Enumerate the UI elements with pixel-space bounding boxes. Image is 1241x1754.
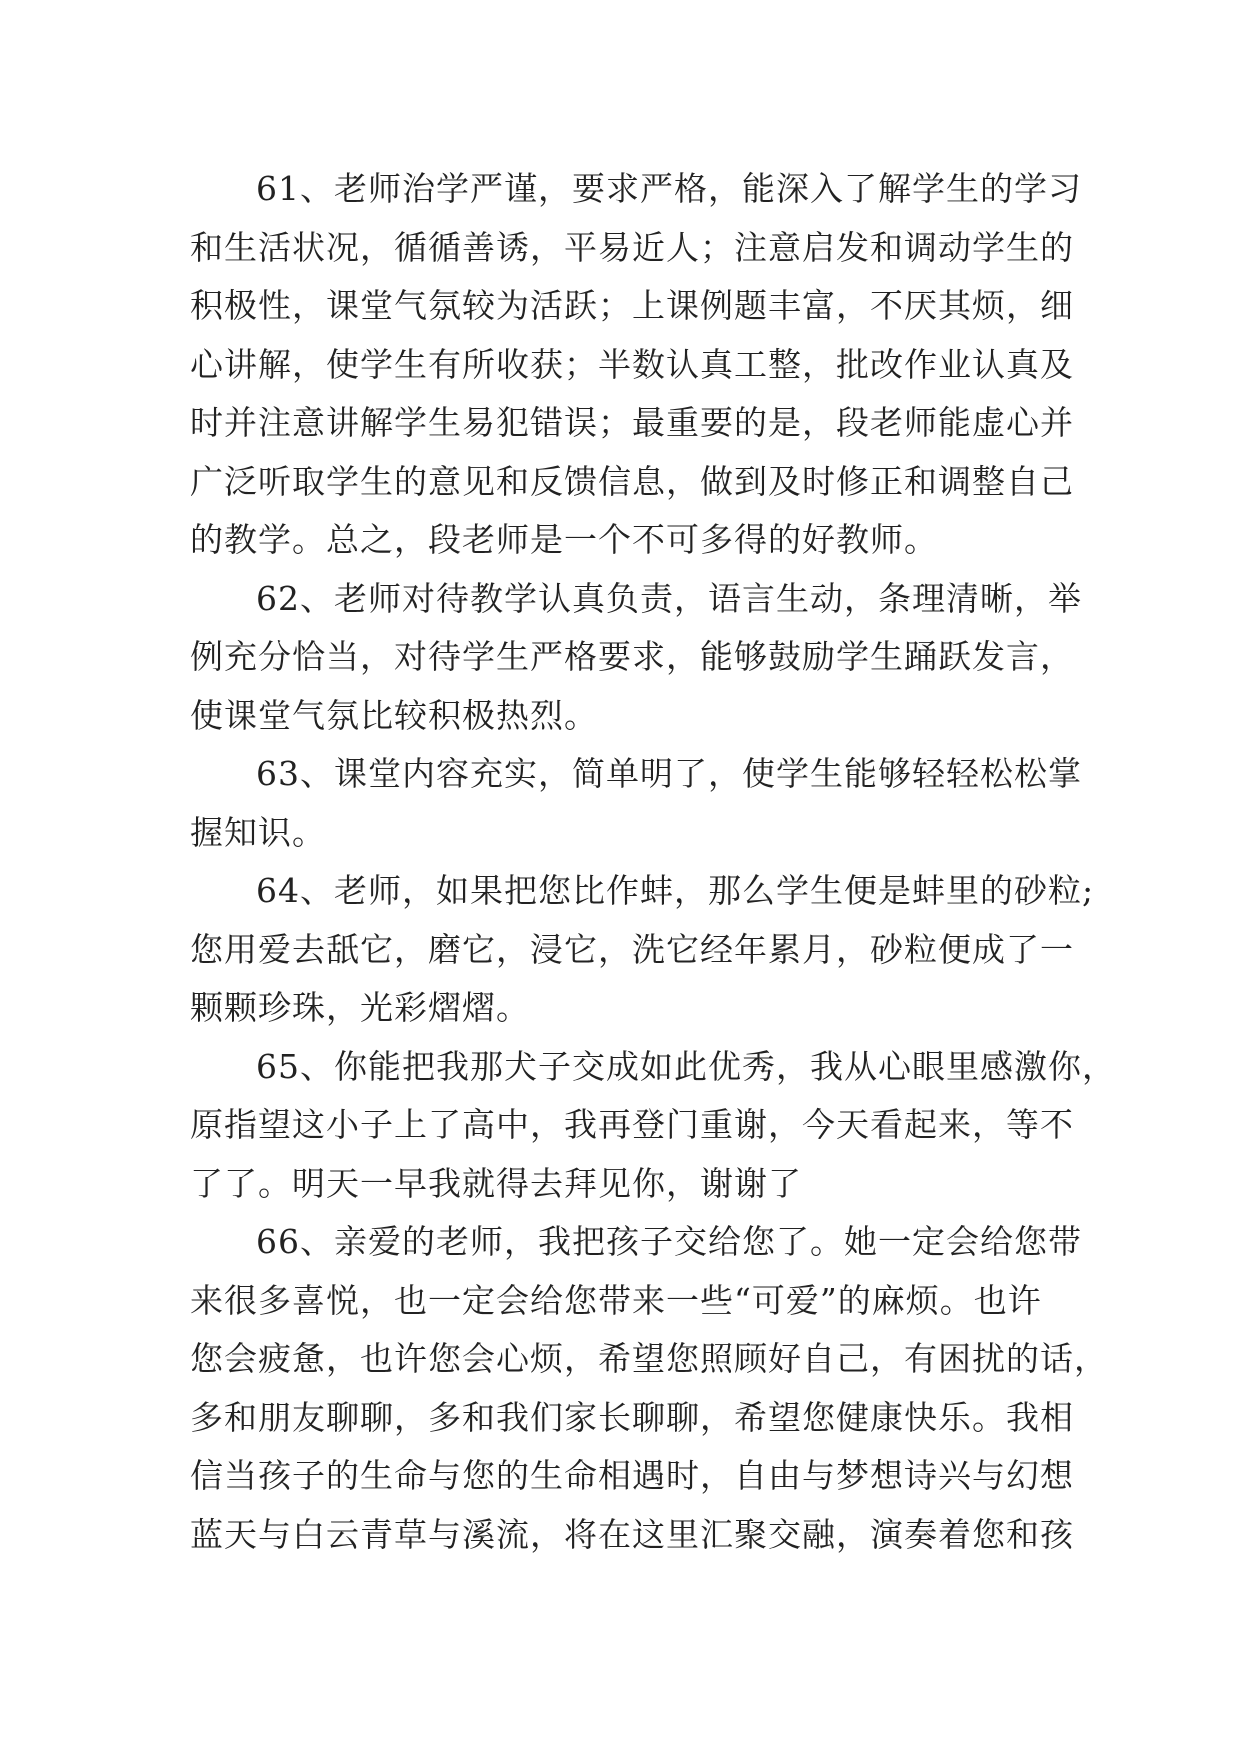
text-line: 61、老师治学严谨，要求严格，能深入了解学生的学习 (256, 169, 1082, 208)
text-line: 握知识。 (190, 812, 326, 852)
text-line: 的教学。总之，段老师是一个不可多得的好教师。 (190, 520, 938, 559)
text-line: 信当孩子的生命与您的生命相遇时，自由与梦想诗兴与幻想 (190, 1456, 1074, 1495)
text-line: 蓝天与白云青草与溪流，将在这里汇聚交融，演奏着您和孩 (190, 1514, 1074, 1554)
text-line: 多和朋友聊聊，多和我们家长聊聊，希望您健康快乐。我相 (190, 1397, 1074, 1437)
text-line: 了了。明天一早我就得去拜见你，谢谢了 (190, 1163, 802, 1203)
text-line: 原指望这小子上了高中，我再登门重谢，今天看起来，等不 (190, 1105, 1074, 1144)
text-line: 使课堂气氛比较积极热烈。 (190, 695, 598, 735)
text-line: 例充分恰当，对待学生严格要求，能够鼓励学生踊跃发言， (190, 637, 1074, 676)
text-line: 积极性，课堂气氛较为活跃；上课例题丰富，不厌其烦，细 (190, 286, 1074, 325)
text-line: 62、老师对待教学认真负责，语言生动，条理清晰，举 (256, 578, 1082, 618)
text-line: 时并注意讲解学生易犯错误；最重要的是，段老师能虚心并 (190, 403, 1074, 442)
paragraph-64 (190, 862, 1095, 1038)
text-line: 心讲解，使学生有所收获；半数认真工整，批改作业认真及 (190, 344, 1074, 384)
text-line: 您会疲惫，也许您会心烦，希望您照顾好自己，有困扰的话， (190, 1339, 1108, 1378)
paragraph-63 (190, 745, 1082, 862)
text-line: 来很多喜悦，也一定会给您带来一些“可爱”的麻烦。也许 (190, 1280, 1042, 1320)
paragraph-66 (190, 1213, 1108, 1564)
text-line: 64、老师，如果把您比作蚌，那么学生便是蚌里的砂粒; (256, 871, 1095, 910)
text-line: 63、课堂内容充实，简单明了，使学生能够轻轻松松掌 (256, 754, 1082, 793)
document-body (190, 160, 1116, 1564)
paragraph-61 (190, 160, 1082, 570)
text-line: 65、你能把我那犬子交成如此优秀，我从心眼里感激你， (256, 1046, 1116, 1086)
text-line: 广泛听取学生的意见和反馈信息，做到及时修正和调整自己 (190, 461, 1074, 501)
text-line: 和生活状况，循循善诱，平易近人；注意启发和调动学生的 (190, 227, 1074, 267)
paragraph-65 (190, 1038, 1116, 1214)
text-line: 您用爱去舐它，磨它，浸它，洗它经年累月，砂粒便成了一 (190, 929, 1074, 969)
text-line: 颗颗珍珠，光彩熠熠。 (190, 988, 530, 1027)
text-line: 66、亲爱的老师，我把孩子交给您了。她一定会给您带 (256, 1222, 1082, 1261)
paragraph-62 (190, 570, 1082, 746)
